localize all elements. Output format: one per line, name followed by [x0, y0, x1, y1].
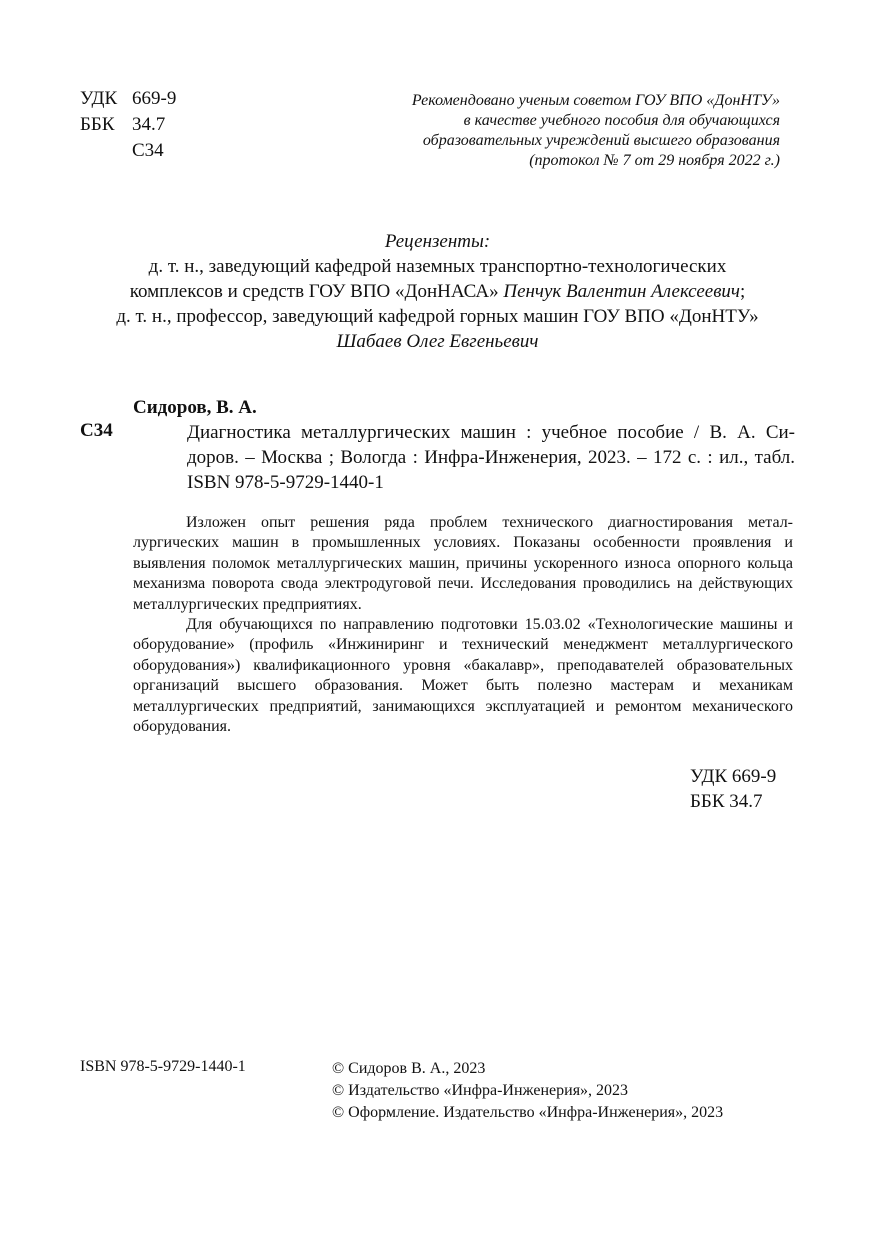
bib-line-2: доров. – Москва ; Вологда : Инфра-Инженерия, 2023. – 172 с. : ил., табл.	[187, 447, 795, 468]
bbk-row	[80, 112, 176, 138]
copyright-line: © Оформление. Издательство «Инфра-Инженерия», 2023	[332, 1104, 724, 1121]
author-sign: С34	[132, 140, 164, 161]
bib-isbn: ISBN 978-5-9729-1440-1	[187, 472, 384, 493]
reviewer-1-name: Пенчук Валентин Алексеевич	[503, 281, 740, 302]
bbk-value: 34.7	[132, 114, 166, 135]
recommendation-line: Рекомендовано ученым советом ГОУ ВПО «ДонНТУ»	[411, 92, 780, 109]
copyright-block	[332, 1058, 723, 1124]
bottom-udk: УДК 669-9	[690, 766, 777, 787]
annotation	[133, 513, 793, 737]
reviewer-1-separator: ;	[740, 281, 746, 302]
classification-codes	[80, 86, 176, 164]
reviewer-1-line-1: д. т. н., заведующий кафедрой наземных транспортно-технологических	[148, 256, 727, 277]
udk-row	[80, 86, 176, 112]
reviewer-1-line-2	[60, 279, 815, 304]
reviewer-2-name: Шабаев Олег Евгеньевич	[336, 331, 539, 352]
copyright-line: © Издательство «Инфра-Инженерия», 2023	[332, 1082, 629, 1099]
bottom-bbk: ББК 34.7	[690, 791, 763, 812]
udk-value: 669-9	[132, 88, 177, 109]
bbk-label: ББК	[80, 114, 115, 135]
bib-author: Сидоров, В. А.	[133, 397, 257, 418]
bib-cipher: С34	[80, 420, 113, 441]
recommendation-line: образовательных учреждений высшего образования	[422, 132, 780, 149]
reviewers-block	[60, 229, 815, 354]
footer-isbn: ISBN 978-5-9729-1440-1	[80, 1058, 246, 1075]
udk-label: УДК	[80, 88, 118, 109]
recommendation-block	[320, 91, 780, 171]
reviewers-title: Рецензенты:	[384, 231, 491, 252]
bottom-classification	[690, 764, 776, 814]
bib-line-1: Диагностика металлургических машин : учебное пособие / В. А. Си-	[187, 422, 795, 443]
reviewer-2-line-1: д. т. н., профессор, заведующий кафедрой горных машин ГОУ ВПО «ДонНТУ»	[116, 306, 759, 327]
bibliographic-record	[187, 420, 795, 495]
annotation-paragraph-2: Для обучающихся по направлению подготовки 15.03.02 «Технологические машины и оборудование» (профиль «Инжиниринг и технический менеджмент металлургического оборудования») квалификационного уровня «бакалавр», преподавателей образовательных организаций высшего образования. Может быть полезно мастерам и механикам металлургических предприятий, занимающихся эксплуатацией и ремонтом механического оборудования.	[133, 616, 793, 736]
copyright-line: © Сидоров В. А., 2023	[332, 1060, 486, 1077]
recommendation-line: в качестве учебного пособия для обучающихся	[463, 112, 780, 129]
annotation-paragraph-1: Изложен опыт решения ряда проблем технического диагностирования металлургических машин в промышленных условиях. Показаны особенности проявления и выявления поломок металлургических машин, причины ускоренного износа опорного кольца механизма поворота свода электродуговой печи. Исследования проводились на действующих металлургических предприятиях.	[133, 514, 793, 613]
reviewer-1-affiliation: комплексов и средств ГОУ ВПО «ДонНАСА»	[129, 281, 504, 302]
recommendation-line: (протокол № 7 от 29 ноября 2022 г.)	[529, 152, 780, 169]
